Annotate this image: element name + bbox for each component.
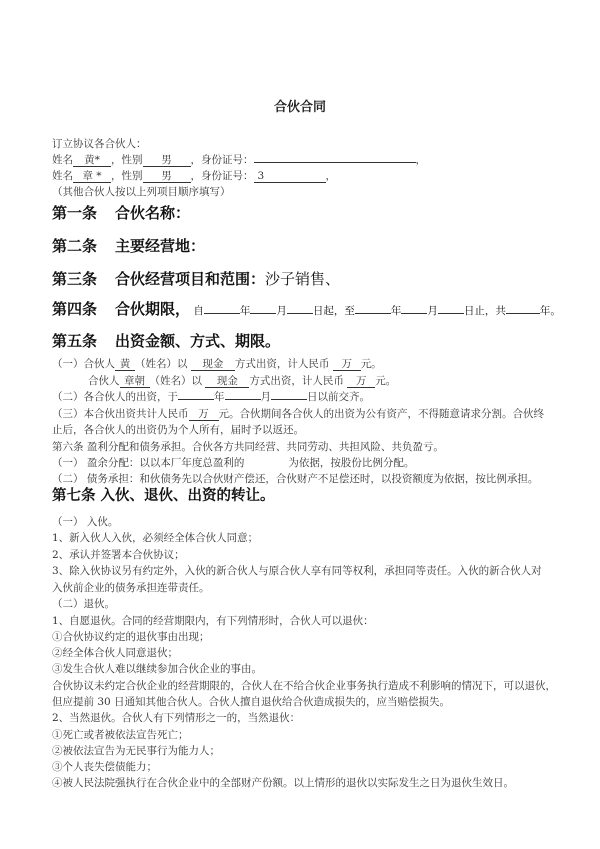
label: ，身份证号： xyxy=(190,154,254,166)
article-6-heading: 第六条 盈利分配和债务承担。合伙各方共同经营、共同劳动、共担风险、共负盈亏。 xyxy=(52,441,444,453)
article-number: 第四条 xyxy=(52,300,98,318)
article-title: 合伙期限， xyxy=(115,300,191,318)
document-title: 合伙合同 xyxy=(273,100,326,115)
paragraph-line: ①死亡或者被依法宣告死亡； xyxy=(52,729,189,741)
partner-1-gender[interactable]: 男 xyxy=(143,154,191,167)
text: 为依据，按股份比例分配。 xyxy=(288,457,415,469)
partner-1-id[interactable] xyxy=(254,162,416,163)
paragraph-line: （二）退伙。 xyxy=(52,598,115,610)
paragraph-line: 1、自愿退伙。合同的经营期限内，有下列情形时，合伙人可以退伙： xyxy=(52,615,374,627)
end-year-field[interactable] xyxy=(355,313,391,314)
article-1 xyxy=(52,204,190,222)
article-number: 第一条 xyxy=(52,204,98,222)
paragraph-line: 2、承认并签署本合伙协议； xyxy=(52,549,185,561)
text: 合伙人 xyxy=(88,375,120,387)
text: （姓名）以 xyxy=(149,375,202,387)
total-contribution xyxy=(52,407,544,421)
label: ， xyxy=(325,170,336,182)
end-month-field[interactable] xyxy=(401,313,427,314)
paragraph-line: ①合伙协议约定的退伙事由出现； xyxy=(52,631,210,643)
article-3 xyxy=(52,270,340,288)
label: ，性别 xyxy=(111,154,143,166)
article-title: 主要经营地： xyxy=(115,237,206,255)
intro-note: （其他合伙人按以上列项目顺序填写） xyxy=(52,186,231,198)
article-number: 第二条 xyxy=(52,237,98,255)
paragraph-line: ②经全体合伙人同意退伙； xyxy=(52,647,178,659)
text: 元。 xyxy=(375,375,397,387)
contribution-deadline xyxy=(52,390,370,404)
deadline-month-field[interactable] xyxy=(225,399,261,400)
text: 年 xyxy=(390,305,402,317)
deadline-day-field[interactable] xyxy=(271,399,307,400)
article-title: 合伙名称： xyxy=(115,204,191,222)
text: 日起，至 xyxy=(312,305,355,317)
text: （二）各合伙人的出资，于 xyxy=(52,391,178,403)
paragraph-line: 2、当然退伙。合伙人有下列情形之一的，当然退伙： xyxy=(52,712,301,724)
contribution-method-field[interactable]: 现金 xyxy=(205,375,249,388)
start-day-field[interactable] xyxy=(287,313,313,314)
partner-2-row xyxy=(52,169,336,183)
debt-liability: （二） 债务承担：和伙债务先以合伙财产偿还，合伙财产不足偿还时，以投资额度为依据，按比例承担。 xyxy=(52,473,539,485)
label: ， xyxy=(415,154,426,166)
text: 年。 xyxy=(539,305,561,317)
partner-2-name[interactable]: 章 * xyxy=(73,170,111,183)
paragraph-line: （一） 入伙。 xyxy=(52,516,119,528)
text: 方式出资，计人民币 xyxy=(234,358,330,370)
business-scope: 沙子销售、 xyxy=(265,270,341,288)
text: 月 xyxy=(260,391,271,403)
paragraph-line: ③发生合伙人难以继续参加合伙企业的事由。 xyxy=(52,663,262,675)
partner-2-id[interactable]: 3 xyxy=(254,170,326,183)
text: （三）本合伙出资共计人民币 xyxy=(52,408,189,420)
article-title: 合伙经营项目和范围： xyxy=(115,270,266,288)
text: 自 xyxy=(193,305,204,317)
text: 年 xyxy=(214,391,225,403)
partner-name-field[interactable]: 黄 xyxy=(115,358,135,371)
article-4 xyxy=(52,300,561,320)
article-5 xyxy=(52,332,280,350)
text: 月 xyxy=(276,305,287,317)
text: 元。合伙期间各合伙人的出资为公有资产，不得随意请求分割。合伙终 xyxy=(218,408,544,420)
article-title: 出资金额、方式、期限。 xyxy=(115,332,281,350)
paragraph-line: ③个人丧失偿债能力； xyxy=(52,761,157,773)
total-amount-field[interactable]: 万 xyxy=(189,408,219,421)
start-month-field[interactable] xyxy=(250,313,276,314)
text: （一） 盈余分配：以以本厂年度总盈利的 xyxy=(52,457,245,469)
partner-name-field[interactable]: 章朝 xyxy=(120,375,150,388)
contribution-method-field[interactable]: 现金 xyxy=(191,358,235,371)
text: 月 xyxy=(427,305,438,317)
paragraph-line: ④被人民法院强执行在合伙企业中的全部财产份额。以上情形的退伙以实际发生之日为退伙生效日。 xyxy=(52,777,514,789)
start-year-field[interactable] xyxy=(204,313,240,314)
text: 元。 xyxy=(360,358,382,370)
paragraph-line: 止后，各合伙人的出资仍为个人所有，届时予以返还。 xyxy=(52,424,304,436)
paragraph-line: 1、新入伙人入伙，必须经全体合伙人同意； xyxy=(52,532,259,544)
paragraph-line: ②被依法宣告为无民事行为能力人； xyxy=(52,745,220,757)
contribution-line-1 xyxy=(52,357,382,371)
profit-distribution xyxy=(52,456,414,470)
intro-lead: 订立协议各合伙人： xyxy=(52,138,147,150)
paragraph-line: 3、除入伙协议另有约定外，入伙的新合伙人与原合伙人享有同等权利，承担同等责任。入伙的新合伙人对 xyxy=(52,565,542,577)
total-years-field[interactable] xyxy=(506,313,540,314)
paragraph-line: 合伙协议未约定合伙企业的经营期限的，合伙人在不给合伙企业事务执行造成不利影响的情况下，可以退伙， xyxy=(52,680,556,692)
label: 姓名 xyxy=(52,154,73,166)
label: ，身份证号： xyxy=(190,170,254,182)
paragraph-line: 入伙前企业的债务承担连带责任。 xyxy=(52,582,210,594)
article-2 xyxy=(52,237,205,255)
article-number: 第五条 xyxy=(52,332,98,350)
partner-1-row xyxy=(52,153,426,167)
text: （姓名）以 xyxy=(135,358,188,370)
text: 日止，共 xyxy=(463,305,506,317)
text: （一）合伙人 xyxy=(52,358,115,370)
partner-2-gender[interactable]: 男 xyxy=(143,170,191,183)
amount-field[interactable]: 万 xyxy=(347,375,375,388)
label: ，性别 xyxy=(111,170,143,182)
deadline-year-field[interactable] xyxy=(178,399,214,400)
paragraph-line: 但应提前 30 日通知其他合伙人。合伙人擅自退伙给合伙造成损失的，应当赔偿损失。 xyxy=(52,696,451,708)
article-number: 第三条 xyxy=(52,270,98,288)
amount-field[interactable]: 万 xyxy=(333,358,361,371)
text: 方式出资，计人民币 xyxy=(249,375,344,387)
contribution-line-2 xyxy=(88,374,396,388)
label: 姓名 xyxy=(52,170,73,182)
partner-1-name[interactable]: 黄* xyxy=(73,154,111,167)
article-7-title: 第七条 入伙、退伙、出资的转让。 xyxy=(52,487,275,504)
end-day-field[interactable] xyxy=(438,313,464,314)
text: 年 xyxy=(239,305,251,317)
text: 日以前交齐。 xyxy=(307,391,370,403)
